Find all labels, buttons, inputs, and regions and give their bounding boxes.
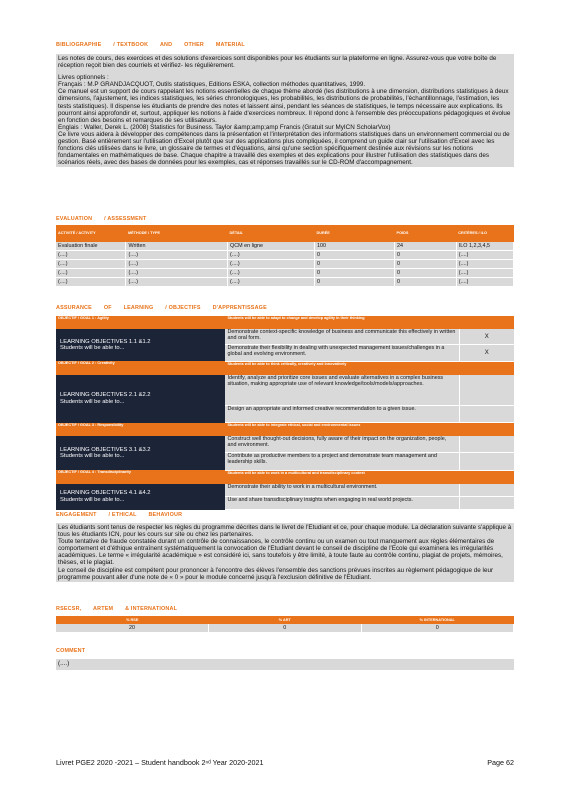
course-notes-text: Les notes de cours, des exercices et des solutions d'exercices sont disponibles pour les étudiants sur la plateforme en ligne. Assurez-vous que votre boîte de réception reçoit bien des courriels et vérifiez- les régulièrement. bbox=[58, 55, 497, 70]
eval-cell: 24 bbox=[395, 242, 457, 251]
evaluation-table bbox=[56, 225, 514, 287]
eval-cell: (....) bbox=[456, 251, 513, 260]
objective-row bbox=[56, 436, 514, 453]
eval-cell: ILO 1,2,3,4,5 bbox=[456, 242, 513, 251]
art-value: 0 bbox=[209, 624, 362, 633]
eval-cell: (....) bbox=[228, 278, 315, 287]
eval-cell: (....) bbox=[126, 269, 228, 278]
eval-cell: 0 bbox=[395, 251, 457, 260]
objective-mark bbox=[459, 405, 514, 422]
eval-cell: (....) bbox=[56, 260, 126, 269]
objective-row bbox=[56, 329, 514, 345]
bibliography-heading: BIBLIOGRAPHIE / TEXTBOOK AND OTHER MATERIAL bbox=[56, 42, 245, 48]
objective-cell bbox=[56, 436, 225, 470]
engagement-section bbox=[56, 512, 514, 582]
objective-row bbox=[56, 484, 514, 497]
objective-mark: X bbox=[459, 329, 514, 345]
table-row bbox=[56, 251, 514, 260]
assurance-heading: ASSURANCE OF LEARNING / OBJECTIFS D'APPRENTISSAGE bbox=[56, 305, 267, 311]
comment-heading: COMMENT bbox=[56, 648, 86, 654]
evaluation-heading: EVALUATION / ASSESSMENT bbox=[56, 216, 147, 222]
table-row bbox=[56, 242, 514, 251]
eval-col-weight: POIDS bbox=[395, 225, 457, 242]
objective-title: LEARNING OBJECTIVES 1.1 &1.2 bbox=[60, 338, 151, 345]
eval-cell: (....) bbox=[56, 269, 126, 278]
assurance-section bbox=[56, 305, 514, 510]
goal-header-row bbox=[56, 316, 514, 329]
comment-section bbox=[56, 648, 514, 670]
objective-mark: X bbox=[459, 345, 514, 361]
evaluation-header-row bbox=[56, 225, 514, 242]
footer-handbook-title: Livret PGE2 2020 -2021 – Student handbook 2ⁿᵈ Year 2020-2021 bbox=[56, 758, 264, 767]
eval-cell: Written bbox=[126, 242, 228, 251]
eval-cell: 0 bbox=[314, 251, 394, 260]
english-reference: Englais : Waller, Derek L. (2008) Statistics for Business. Taylor &amp;amp;amp Francis (Gratuit sur MyICN ScholarVox) bbox=[58, 123, 391, 131]
eval-col-type: MÉTHODE / TYPE bbox=[126, 225, 228, 242]
goal-description: Students will be able to adapt to change and develop agility in their thinking bbox=[225, 316, 514, 329]
eval-cell: QCM en ligne bbox=[228, 242, 315, 251]
objective-students: Students will be able to... bbox=[60, 345, 125, 351]
goal-description: Students will be able to think critically, creatively and innovatively bbox=[225, 361, 514, 375]
eval-cell: 0 bbox=[395, 260, 457, 269]
eval-cell: (....) bbox=[456, 269, 513, 278]
goal-label: OBJECTIF / GOAL 1 : Agility bbox=[56, 316, 225, 329]
eval-cell: (....) bbox=[228, 260, 315, 269]
eval-cell: (....) bbox=[126, 251, 228, 260]
comment-box bbox=[56, 659, 514, 670]
rse-section bbox=[56, 606, 514, 633]
eval-cell: (....) bbox=[56, 278, 126, 287]
objective-mark bbox=[459, 496, 514, 509]
objective-students: Students will be able to... bbox=[60, 398, 125, 405]
objective-item: Demonstrate context-specific knowledge of business and communicate this effectively in written and oral form. bbox=[225, 329, 459, 345]
french-reference: Français : M.P GRANDJACQUOT, Outils statistiques, Editions ESKA, collection méthodes quantitatives, 1999. bbox=[58, 81, 366, 89]
objective-item: Use and share transdisciplinary insights when engaging in real world projects. bbox=[225, 496, 459, 509]
goal-description: Students will be able to integrate ethical, social and environmental issues bbox=[225, 423, 514, 437]
goal-description: Students will be able to work in a multicultural and transdisciplinary context bbox=[225, 470, 514, 484]
table-row bbox=[56, 278, 514, 287]
goal-header-row bbox=[56, 423, 514, 437]
goal-header-row bbox=[56, 361, 514, 375]
rse-col-international: % INTERNATIONAL bbox=[361, 616, 514, 624]
table-row bbox=[56, 269, 514, 278]
eval-col-detail: DÉTAIL bbox=[228, 225, 315, 242]
learning-objectives-table bbox=[56, 316, 514, 510]
engagement-heading: ENGAGEMENT / ETHICAL BEHAVIOUR bbox=[56, 512, 183, 518]
bibliography-box bbox=[56, 54, 514, 167]
engagement-p1: Les étudiants sont tenus de respecter les règles du programme décrites dans le livret de l'Etudiant et ce, pour chaque module. La déclaration suivante s'applique à tous les étudiants ICN, pour les cours sur site ou chez les partenaires. bbox=[58, 524, 512, 539]
rse-header-row bbox=[56, 616, 514, 624]
objective-item: Identify, analyze and prioritize core issues and evaluate alternatives in a complex business situation, making appropriate use of relevant knowledge/tools/models/approaches. bbox=[225, 375, 459, 406]
rse-col-rse: % RSE bbox=[56, 616, 209, 624]
bibliography-section bbox=[56, 42, 514, 167]
objective-mark bbox=[459, 375, 514, 406]
rse-value: 20 bbox=[56, 624, 209, 633]
rse-heading: RSECSR, ARTEM & INTERNATIONAL bbox=[56, 606, 178, 612]
objective-students: Students will be able to... bbox=[60, 496, 125, 503]
eval-cell: (....) bbox=[228, 251, 315, 260]
eval-cell: (....) bbox=[456, 278, 513, 287]
goal-header-row bbox=[56, 470, 514, 484]
eval-cell: 0 bbox=[314, 278, 394, 287]
engagement-p3: Le conseil de discipline est compétent pour prononcer à l'encontre des élèves l'ensemble des sanctions prévues inscrites au règlement pédagogique de leur programme pouvant aller d'une note de « 0 » pour le module concerné jusqu'à l'exclusion définitive de l'Etudiant. bbox=[58, 566, 494, 581]
eval-col-duration: DURÉE bbox=[314, 225, 394, 242]
objective-title: LEARNING OBJECTIVES 4.1 &4.2 bbox=[60, 490, 151, 496]
french-description: Ce manuel est un support de cours rappelant les notions essentielles de chaque thème abordé (les distributions à une dimension, distributions statistiques à deux dimensions, l'ajustement, les indices statistiques, les séries chronologiques, les probabilités, les distributions de probabilités, l'échantillonnage, l'estimation, les tests statistiques). Il dispense les étudiants de prendre des notes et laissent ainsi, pendant les séances de statistiques, le temps nécessaire aux explications. Ils pourront ainsi approfondir et, surtout, appliquer les notions à l'aide d'exercices nombreux. Il répond donc à l'ensemble des préoccupations pédagogiques et évolue en fonction des besoins et remarques de ses utilisateurs. bbox=[58, 88, 511, 124]
objective-students: Students will be able to... bbox=[60, 453, 125, 459]
eval-cell: 0 bbox=[314, 269, 394, 278]
page-number: Page 62 bbox=[487, 758, 514, 767]
objective-item: Design an appropriate and informed creative recommendation to a given issue. bbox=[225, 405, 459, 422]
page-footer bbox=[56, 758, 514, 767]
objective-item: Demonstrate their flexibility in dealing with unexpected management issues/challenges in a global and evolving environment. bbox=[225, 345, 459, 361]
objective-item: Contribute as productive members to a project and demonstrate team management and leadership skills. bbox=[225, 453, 459, 470]
eval-cell: 0 bbox=[395, 269, 457, 278]
rse-col-art: % ART bbox=[209, 616, 362, 624]
english-description: Ce livre vous aidera à développer des compétences dans la présentation et l'interprétation des informations statistiques dans un environnement commercial ou de gestion. Basé entièrement sur l'utilisation d'Excel plutôt que sur des applications plus compliquées, il comprend un guide clair sur l'utilisation d'Excel avec les fonctions clés utilisées dans le livre, un glossaire de termes et d'équations, ainsi qu'une section spécifiquement destinée aux révisions sur les notions fondamentales en mathématiques de base. Chaque chapitre a travaillé des exemples et des explications pour illustrer l'utilisation des statistiques dans des scénarios réels, avec des bases de données pour les exemples, cas et réponses travaillés sur le CD-ROM d'accompagnement. bbox=[58, 130, 510, 167]
comment-text: (....) bbox=[58, 660, 70, 667]
objective-cell bbox=[56, 329, 225, 361]
evaluation-section bbox=[56, 216, 514, 287]
eval-col-activity: ACTIVITÉ / ACTIVITY bbox=[56, 225, 126, 242]
eval-cell: (....) bbox=[126, 260, 228, 269]
eval-col-criteria: CRITÈRES / ILO bbox=[456, 225, 513, 242]
optional-books-label: Livres optionnels : bbox=[58, 74, 109, 82]
engagement-box bbox=[56, 523, 514, 582]
objective-mark bbox=[459, 453, 514, 470]
eval-cell: 0 bbox=[395, 278, 457, 287]
engagement-p2: Toute tentative de fraude constatée durant un contrôle de connaissances, le contrôle continu ou un examen ou tout manquement aux règles élémentaires de comportement et d'éthique entraînent systématiquement la convocation de l'Etudiant devant le conseil de discipline de l'Ecole qui examinera les irrégularités académiques. Le terme « irrégularité académique » est considéré ici, sans toutefois y être limité, à toute faute au contrôle continu, plagiat de projets, mémoires, thèses, et le plagiat. bbox=[58, 538, 503, 567]
eval-cell: (....) bbox=[56, 251, 126, 260]
eval-cell: (....) bbox=[228, 269, 315, 278]
eval-cell: 0 bbox=[314, 260, 394, 269]
objective-title: LEARNING OBJECTIVES 3.1 &3.2 bbox=[60, 446, 151, 453]
table-row bbox=[56, 624, 514, 633]
eval-cell: (....) bbox=[456, 260, 513, 269]
objective-item: Demonstrate their ability to work in a multicultural environment. bbox=[225, 484, 459, 497]
objective-mark bbox=[459, 484, 514, 497]
table-row bbox=[56, 260, 514, 269]
objective-row bbox=[56, 375, 514, 406]
goal-label: OBJECTIF / GOAL 2 : Creativity bbox=[56, 361, 225, 375]
eval-cell: (....) bbox=[126, 278, 228, 287]
objective-title: LEARNING OBJECTIVES 2.1 &2.2 bbox=[60, 392, 151, 398]
rse-table bbox=[56, 616, 514, 633]
eval-cell: 100 bbox=[314, 242, 394, 251]
objective-cell bbox=[56, 375, 225, 423]
goal-label: OBJECTIF / GOAL 4 : Transdisciplinarity bbox=[56, 470, 225, 484]
objective-item: Construct well thought-out decisions, fully aware of their impact on the organization, people, and environment. bbox=[225, 436, 459, 453]
goal-label: OBJECTIF / GOAL 3 : Responsibility bbox=[56, 423, 225, 437]
objective-mark bbox=[459, 436, 514, 453]
eval-cell: Evaluation finale bbox=[56, 242, 126, 251]
objective-cell bbox=[56, 484, 225, 510]
international-value: 0 bbox=[361, 624, 514, 633]
